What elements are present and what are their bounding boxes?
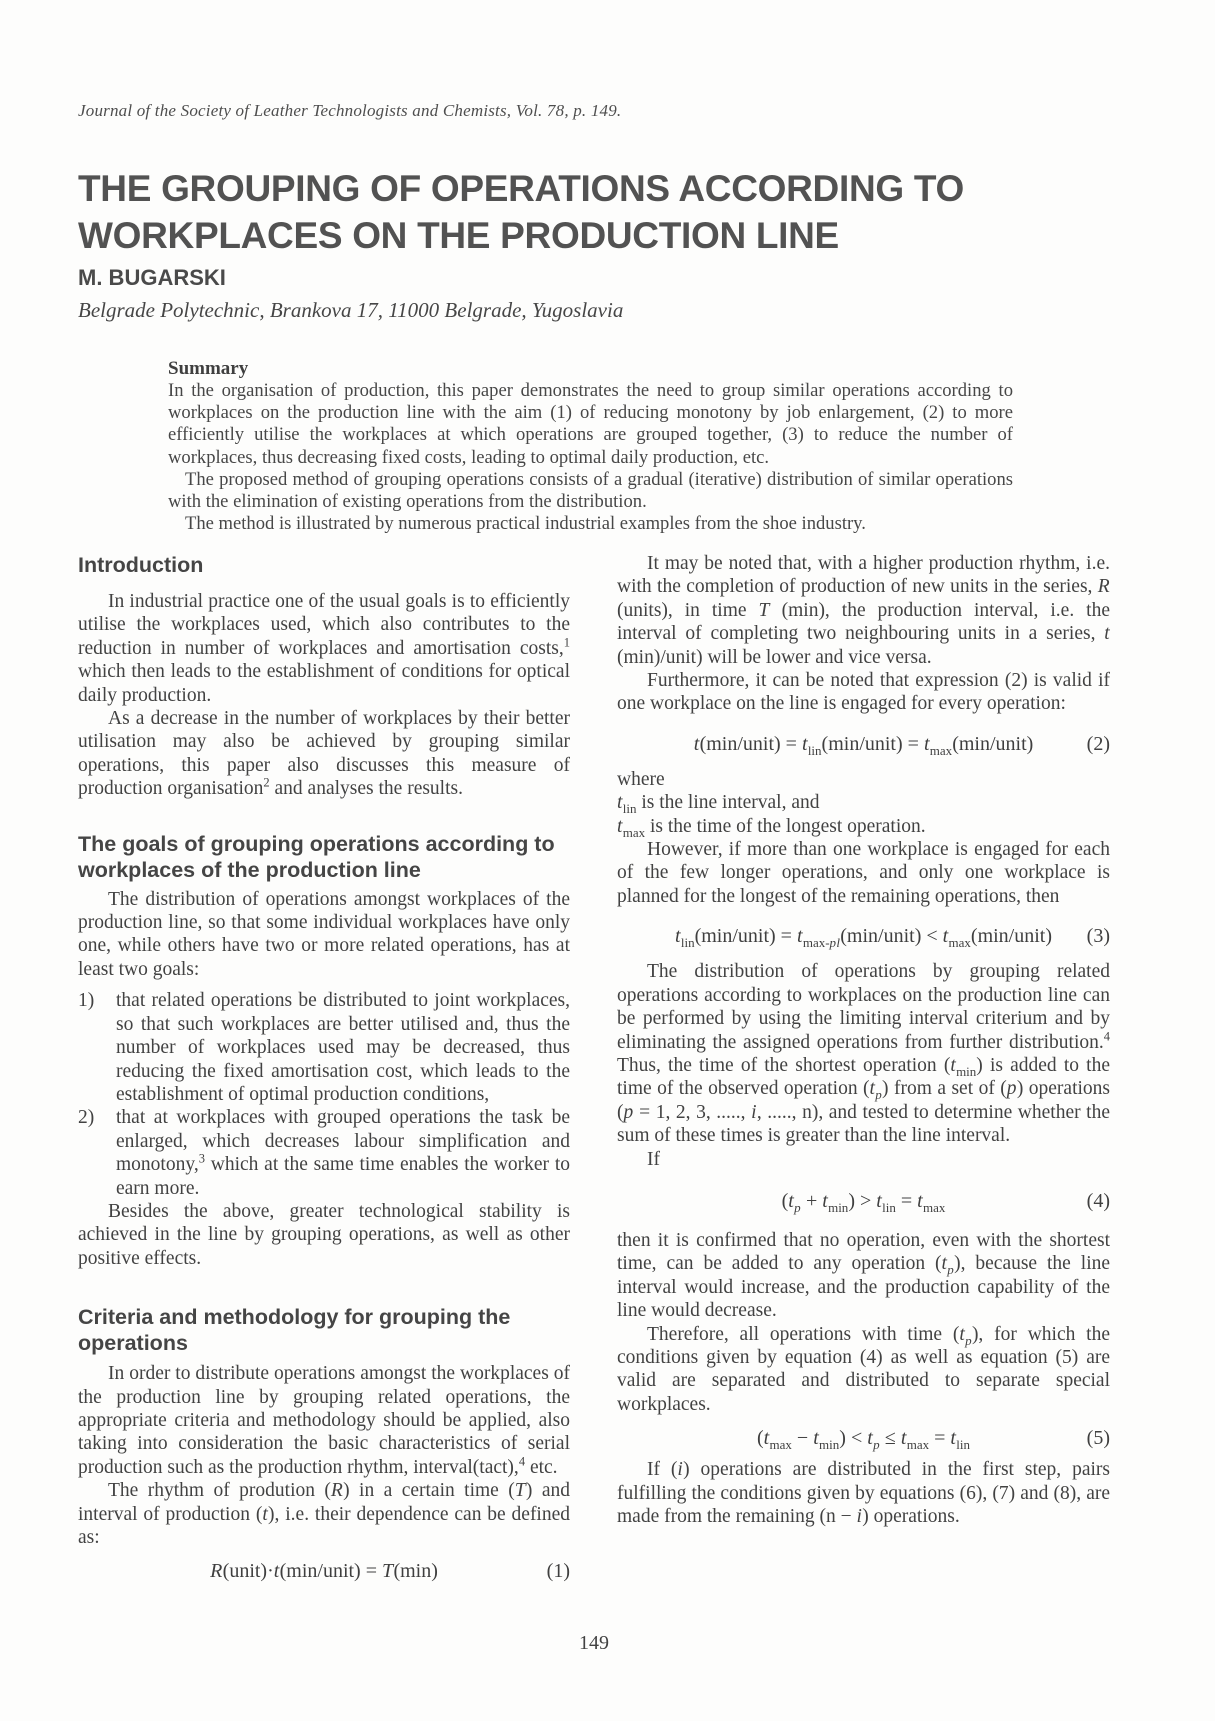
equation-1 — [78, 1557, 570, 1585]
page-header — [78, 0, 1110, 535]
summary-paragraph: The proposed method of grouping operations consists of a gradual (iterative) distribution of similar operations with the elimination of existing operations from the distribution. — [168, 468, 1013, 513]
paper-title-line-2: WORKPLACES ON THE PRODUCTION LINE — [78, 215, 839, 256]
summary-heading: Summary — [168, 358, 249, 379]
body-paragraph: Furthermore, it can be noted that expression (2) is valid if one workplace on the line is engaged for every operation: — [617, 670, 1110, 715]
equation-formula: $(t_{max} - t_{min}) < t_p \le t_{max} = t_{lin}$ — [756, 1427, 971, 1453]
section-heading-goals: The goals of grouping operations according to workplaces of the production line — [78, 831, 555, 882]
two-column-body — [78, 552, 1110, 1585]
list-item-number: 2) — [78, 1107, 95, 1129]
equation-3 — [617, 922, 1110, 950]
where-label: where — [617, 768, 665, 790]
body-paragraph: Therefore, all operations with time $(t_p)$, for which the conditions given by equation (4) as well as equation (5) are valid are separated and distributed to separate special workplaces. — [617, 1323, 1110, 1415]
equation-formula: R(unit)·t(min/unit) = T(min) — [210, 1560, 438, 1583]
body-paragraph: It may be noted that, with a higher production rhythm, i.e. with the completion of production of new units in the series, R (units), in time T (min), the production interval, i.e. the interval of completing two neighbouring units in a series, t (min)/unit) will be lower and vice versa. — [617, 553, 1110, 668]
equation-number: (4) — [1086, 1189, 1110, 1212]
equation-5 — [617, 1424, 1110, 1452]
equation-number: (5) — [1086, 1427, 1110, 1450]
equation-formula: $(t_p + t_{min}) > t_{lin} = t_{max}$ — [781, 1189, 946, 1215]
paper-title — [78, 165, 1110, 259]
equation-4 — [617, 1187, 1110, 1215]
page-number: 149 — [579, 1632, 609, 1654]
body-paragraph: The rhythm of prodution (R) in a certain time (T) and interval of production (t), i.e. their dependence can be defined as: — [78, 1480, 571, 1548]
equation-number: (2) — [1086, 732, 1110, 755]
list-item-text: that at workplaces with grouped operations the task be enlarged, which decreases labour simplification and monotony,$^3$ which at the same time enables the worker to earn more. — [116, 1107, 570, 1199]
section-heading-introduction: Introduction — [78, 553, 204, 577]
body-paragraph: The distribution of operations amongst workplaces of the production line, so that some individual workplaces have only one, while others have two or more related operations, has at least two goals: — [78, 888, 570, 980]
section-heading-criteria: Criteria and methodology for grouping the operations — [78, 1305, 511, 1356]
symbol-definition: $t_{lin}$ is the line interval, and — [617, 792, 820, 817]
summary-paragraph: In the organisation of production, this paper demonstrates the need to group similar operations according to workplaces on the production line with the aim (1) of reducing monotony by job enlargement, (2) to more efficiently utilise the workplaces at which operations are grouped together, (3) to reduce the number of workplaces, thus decreasing fixed costs, leading to optimal daily production, etc. — [168, 380, 1013, 468]
body-paragraph: then it is confirmed that no operation, even with the shortest time, can be added to any operation $(t_p)$, because the line interval would increase, and the production capability of the line would decrease. — [617, 1229, 1111, 1322]
equation-number: (1) — [546, 1560, 570, 1583]
numbered-list — [78, 989, 570, 1200]
body-paragraph: In industrial practice one of the usual goals is to efficiently utilise the workplaces used, which also contributes to the reduction in number of workplaces and amortisation costs,$^1$ which then leads to the establishment of conditions for optical daily production. — [78, 591, 570, 706]
author-affiliation: Belgrade Polytechnic, Brankova 17, 11000 Belgrade, Yugoslavia — [78, 298, 624, 322]
equation-2 — [617, 730, 1110, 758]
body-paragraph: However, if more than one workplace is engaged for each of the few longer operations, and only one workplace is planned for the longest of the remaining operations, then — [617, 839, 1110, 907]
equation-number: (3) — [1086, 925, 1110, 948]
author-name: M. BUGARSKI — [78, 265, 226, 290]
summary-paragraph: The method is illustrated by numerous practical industrial examples from the shoe industry. — [185, 513, 866, 535]
body-paragraph: Besides the above, greater technological stability is achieved in the line by grouping operations, as well as other positive effects. — [78, 1200, 570, 1269]
body-paragraph: As a decrease in the number of workplaces by their better utilisation may also be achieved by grouping similar operations, this paper also discusses this measure of production organisation$^2$ and analyses the results. — [78, 708, 570, 800]
equation-formula: $t_{lin}(\min/unit)$ = $t_{max-pl}(\min/unit)$ < $t_{max}(\min/unit)$ — [674, 925, 1053, 951]
list-item — [78, 1106, 570, 1200]
body-paragraph: If — [647, 1148, 660, 1170]
equation-formula: t(min/unit) = $t_{lin}(\min/unit)$ = $t_{max}(\min/unit)$ — [693, 732, 1034, 758]
left-column — [78, 552, 570, 1585]
symbol-definition: $t_{max}$ is the time of the longest operation. — [617, 815, 926, 840]
journal-citation-line: Journal of the Society of Leather Technologists and Chemists, Vol. 78, p. 149. — [78, 101, 622, 120]
list-item-number: 1) — [78, 990, 95, 1012]
body-paragraph: If (i) operations are distributed in the first step, pairs fulfilling the conditions given by equations (6), (7) and (8), are made from the remaining (n − i) operations. — [617, 1459, 1110, 1527]
summary-block — [168, 357, 1013, 535]
list-item — [78, 989, 570, 1106]
body-paragraph: The distribution of operations by grouping related operations according to workplaces on the production line can be performed by using the limiting interval criterium and by eliminating the assigned operations from further distribution.$^4$ Thus, the time of the shortest operation $(t_{min})$ is added to the time of the observed operation $(t_p)$ from a set of (p) operations (p = 1, 2, 3, ....., i, ....., n), and tested to determine whether the sum of these times is greater than the line interval. — [617, 961, 1111, 1147]
body-paragraph: In order to distribute operations amongst the workplaces of the production line by grouping related operations, the appropriate criteria and methodology should be applied, also taking into consideration the basic characteristics of serial production such as the production rhythm, interval(tact),$^4$ etc. — [78, 1363, 570, 1478]
paper-title-line-1: THE GROUPING OF OPERATIONS ACCORDING TO — [78, 168, 964, 209]
list-item-text: that related operations be distributed to joint workplaces, so that such workplaces are better utilised and, thus the number of workplaces used may be decreased, thus reducing the fixed amortisation cost, which leads to the establishment of optimal production conditions, — [116, 990, 570, 1105]
right-column — [617, 552, 1110, 1585]
